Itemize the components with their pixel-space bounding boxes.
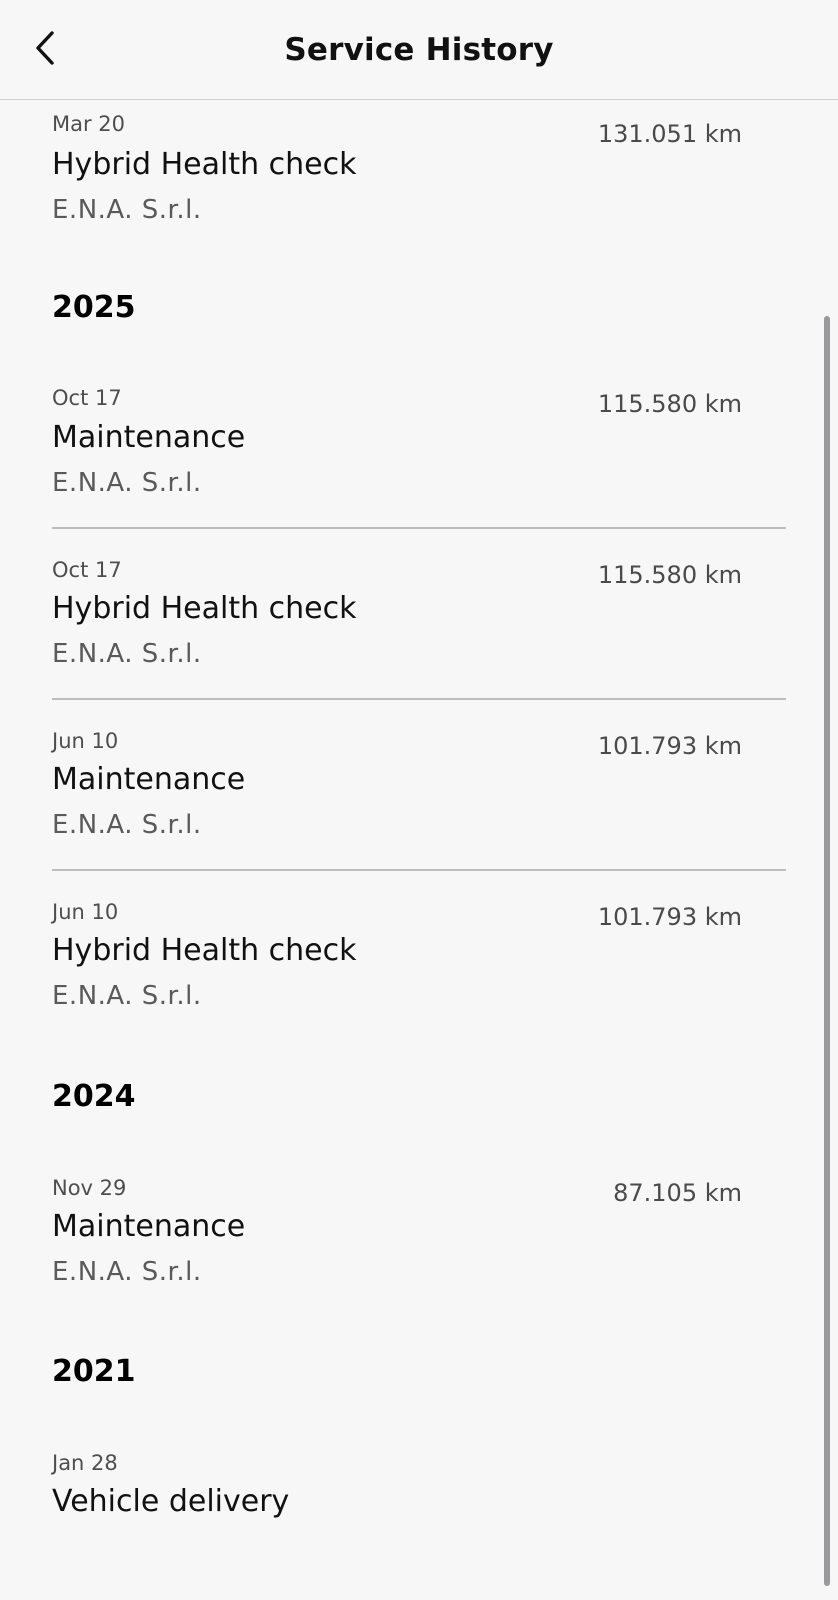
entry-date: Oct 17: [52, 386, 122, 410]
entry-provider: E.N.A. S.r.l.: [52, 981, 202, 1011]
entry-date: Mar 20: [52, 112, 126, 136]
service-entry[interactable]: [52, 557, 786, 677]
entry-mileage: 115.580 km: [597, 390, 742, 418]
list-divider: [52, 527, 786, 529]
entry-title: Maintenance: [52, 762, 246, 797]
entry-mileage: 131.051 km: [597, 120, 742, 148]
entry-provider: E.N.A. S.r.l.: [52, 1257, 202, 1287]
service-history-list[interactable]: [0, 100, 838, 1600]
entry-date: Nov 29: [52, 1176, 127, 1200]
entry-title: Maintenance: [52, 420, 246, 455]
entry-title: Vehicle delivery: [52, 1484, 290, 1519]
top-nav-bar: [0, 0, 838, 100]
entry-title: Hybrid Health check: [52, 933, 357, 968]
entry-title: Hybrid Health check: [52, 591, 357, 626]
entry-date: Jun 10: [52, 900, 119, 924]
list-divider: [52, 869, 786, 871]
entry-mileage: 115.580 km: [597, 561, 742, 589]
vertical-scrollbar[interactable]: [824, 316, 830, 1586]
entry-provider: E.N.A. S.r.l.: [52, 810, 202, 840]
year-header-2025: 2025: [52, 290, 136, 325]
year-header-2024: 2024: [52, 1079, 136, 1114]
entry-date: Oct 17: [52, 558, 122, 582]
list-divider: [52, 698, 786, 700]
entry-mileage: 101.793 km: [597, 732, 742, 760]
entry-provider: E.N.A. S.r.l.: [52, 639, 202, 669]
service-entry[interactable]: [52, 1450, 786, 1540]
entry-date: Jun 10: [52, 729, 119, 753]
entry-title: Maintenance: [52, 1209, 246, 1244]
entry-date: Jan 28: [52, 1451, 118, 1475]
page-title: Service History: [284, 32, 554, 68]
service-entry[interactable]: [52, 1175, 786, 1295]
entry-provider: E.N.A. S.r.l.: [52, 468, 202, 498]
entry-mileage: 87.105 km: [613, 1179, 742, 1207]
service-entry[interactable]: [52, 899, 786, 1019]
service-entry[interactable]: [52, 728, 786, 848]
service-entry[interactable]: [52, 108, 786, 228]
entry-mileage: 101.793 km: [597, 903, 742, 931]
year-header-2021: 2021: [52, 1354, 136, 1389]
entry-provider: E.N.A. S.r.l.: [52, 195, 202, 225]
entry-title: Hybrid Health check: [52, 147, 357, 182]
service-entry[interactable]: [52, 385, 786, 505]
